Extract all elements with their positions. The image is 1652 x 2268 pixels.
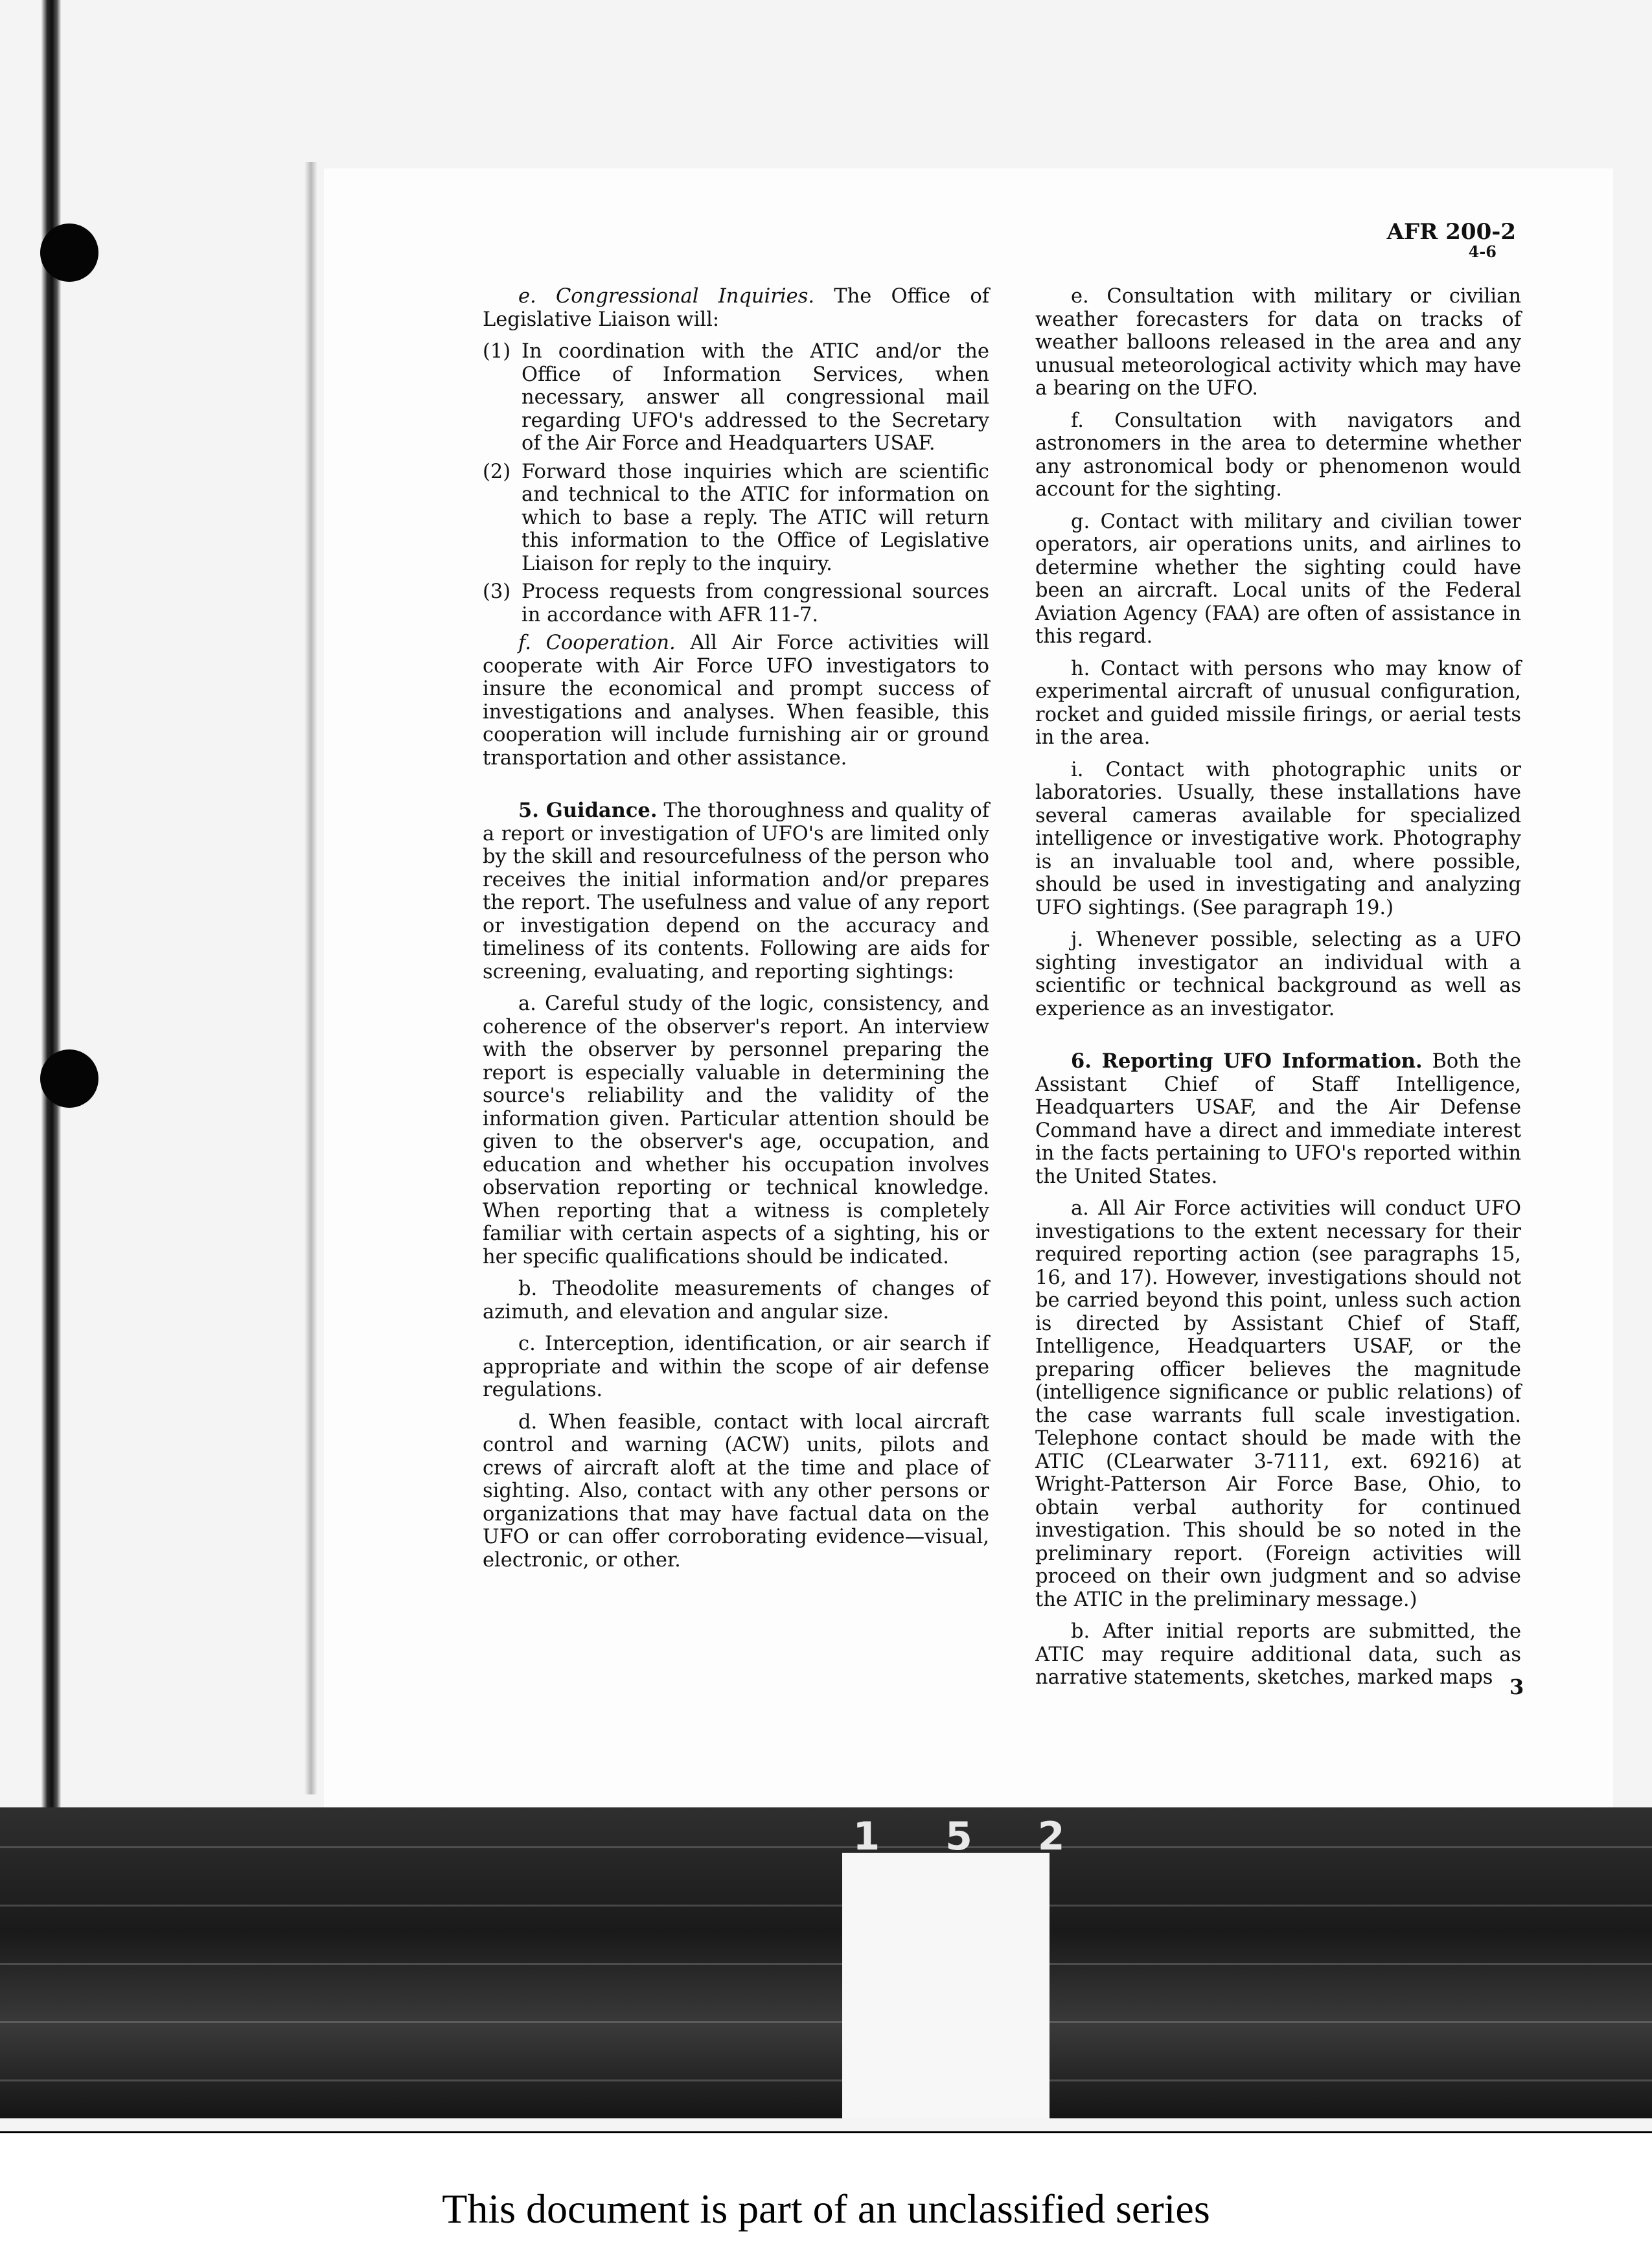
section-6-reporting: 6. Reporting UFO Information. Both the Assistant Chief of Staff Intelligence, Headquarters USAF, and the Air Defense Command have a direct and immediate interest in the facts pertaining to UFO's reported within the United States. <box>1035 1049 1521 1188</box>
right-column <box>1035 285 1521 1699</box>
section-heading: 6. Reporting UFO Information. <box>1071 1049 1423 1073</box>
paragraph-b-additional-data: b. After initial reports are submitted, the ATIC may require additional data, such as narrative statements, sketches, marked maps <box>1035 1620 1521 1689</box>
list-item: (2) Forward those inquiries which are scientific and technical to the ATIC for information on which to base a reply. The ATIC will return this information to the Office of Legislative Liaison for reply to the inquiry. <box>483 460 989 575</box>
paragraph-a-investigations: a. All Air Force activities will conduct UFO investigations to the extent necessary for their required reporting action (see paragraphs 15, 16, and 17). However, investigations should not be carried beyond this point, unless such action is directed by Assistant Chief of Staff, Intelligence, Headquarters USAF, or the preparing officer believes the magnitude (intelligence significance or public relations) of the case warrants full scale investigation. Telephone contact should be made with the ATIC (CLearwater 3-7111, ext. 69216) at Wright-Patterson Air Force Base, Ohio, to obtain verbal authority for continued investigation. This should be so noted in the preliminary report. (Foreign activities will proceed on their own judgment and so advise the ATIC in the preliminary message.) <box>1035 1197 1521 1611</box>
punch-hole <box>40 223 98 282</box>
list-item: (3) Process requests from congressional sources in accordance with AFR 11-7. <box>483 580 989 626</box>
form-number: AFR 200-2 <box>1386 219 1516 245</box>
paragraph-lead: e. Congressional Inquiries. <box>518 285 815 308</box>
paragraph-f-navigators: f. Consultation with navigators and astronomers in the area to determine whether any astronomical body or phenomenon would account for the sighting. <box>1035 409 1521 501</box>
paragraph-e-congressional: e. Congressional Inquiries. The Office of Legislative Liaison will: <box>483 285 989 331</box>
footer <box>0 2131 1652 2268</box>
paragraph-c: c. Interception, identification, or air search if appropriate and within the scope of air defense regulations. <box>483 1333 989 1401</box>
section-5-guidance: 5. Guidance. The thoroughness and quality of a report or investigation of UFO's are limited only by the skill and resourcefulness of the person who receives the initial information and/or prepares the report. The usefulness and value of any report or investigation depend on the accuracy and timeliness of its contents. Following are aids for screening, evaluating, and reporting sightings: <box>483 799 989 983</box>
page-range: 4-6 <box>1468 242 1497 261</box>
paragraph-a: a. Careful study of the logic, consistency, and coherence of the observer's report. An interview with the observer by personnel preparing the report is especially valuable in determining the source's reliability and the validity of the information given. Particular attention should be given to the observer's age, occupation, and education and whether his occupation involves observation reporting or technical knowledge. When reporting that a witness is completely familiar with certain aspects of a sighting, his or her specific qualifications should be indicated. <box>483 992 989 1268</box>
page-crease <box>304 162 317 1794</box>
paragraph-f-cooperation: f. Cooperation. All Air Force activities will cooperate with Air Force UFO investigators to insure the economical and prompt success of investigations and analyses. When feasible, this cooperation will include furnishing air or ground transportation and other assistance. <box>483 632 989 770</box>
paragraph-d: d. When feasible, contact with local aircraft control and warning (ACW) units, pilots and crews of aircraft aloft at the time and place of sighting. Also, contact with any other persons or organizations that may have factual data on the UFO or can offer corroborating evidence—visual, electronic, or other. <box>483 1410 989 1572</box>
page-number: 3 <box>1509 1675 1524 1699</box>
paragraph-e-weather: e. Consultation with military or civilian weather forecasters for data on tracks of weather balloons released in the area and any unusual meteorological activity which may have a bearing on the UFO. <box>1035 285 1521 400</box>
dark-scan-border <box>0 1807 1652 2118</box>
paragraph-h-experimental: h. Contact with persons who may know of experimental aircraft of unusual configuration, rocket and guided missile firings, or aerial tests in the area. <box>1035 657 1521 749</box>
paragraph-b: b. Theodolite measurements of changes of azimuth, and elevation and angular size. <box>483 1277 989 1323</box>
paragraph-j-investigator: j. Whenever possible, selecting as a UFO sighting investigator an individual with a scientific or technical background as well as experience as an investigator. <box>1035 928 1521 1020</box>
form-header <box>1367 220 1516 260</box>
list-item: (1) In coordination with the ATIC and/or the Office of Information Services, when necessary, answer all congressional mail regarding UFO's addressed to the Secretary of the Air Force and Headquarters USAF. <box>483 340 989 455</box>
paragraph-g-tower: g. Contact with military and civilian tower operators, air operations units, and airlines to determine whether the sighting could have been an aircraft. Local units of the Federal Aviation Agency (FAA) are often of assistance in this regard. <box>1035 510 1521 648</box>
paragraph-lead: f. Cooperation. <box>518 632 676 654</box>
left-column <box>483 285 989 1581</box>
stamp-number: 1 5 2 <box>853 1814 1091 1859</box>
footer-note: This document is part of an unclassified series <box>442 2186 1210 2232</box>
punch-hole <box>40 1049 98 1108</box>
section-heading: 5. Guidance. <box>518 799 658 822</box>
paper-tab <box>842 1853 1050 2118</box>
paragraph-i-photographic: i. Contact with photographic units or laboratories. Usually, these installations have several cameras available for specialized intelligence or investigative work. Photography is an invaluable tool and, where possible, should be used in investigating and analyzing UFO sightings. (See paragraph 19.) <box>1035 758 1521 919</box>
